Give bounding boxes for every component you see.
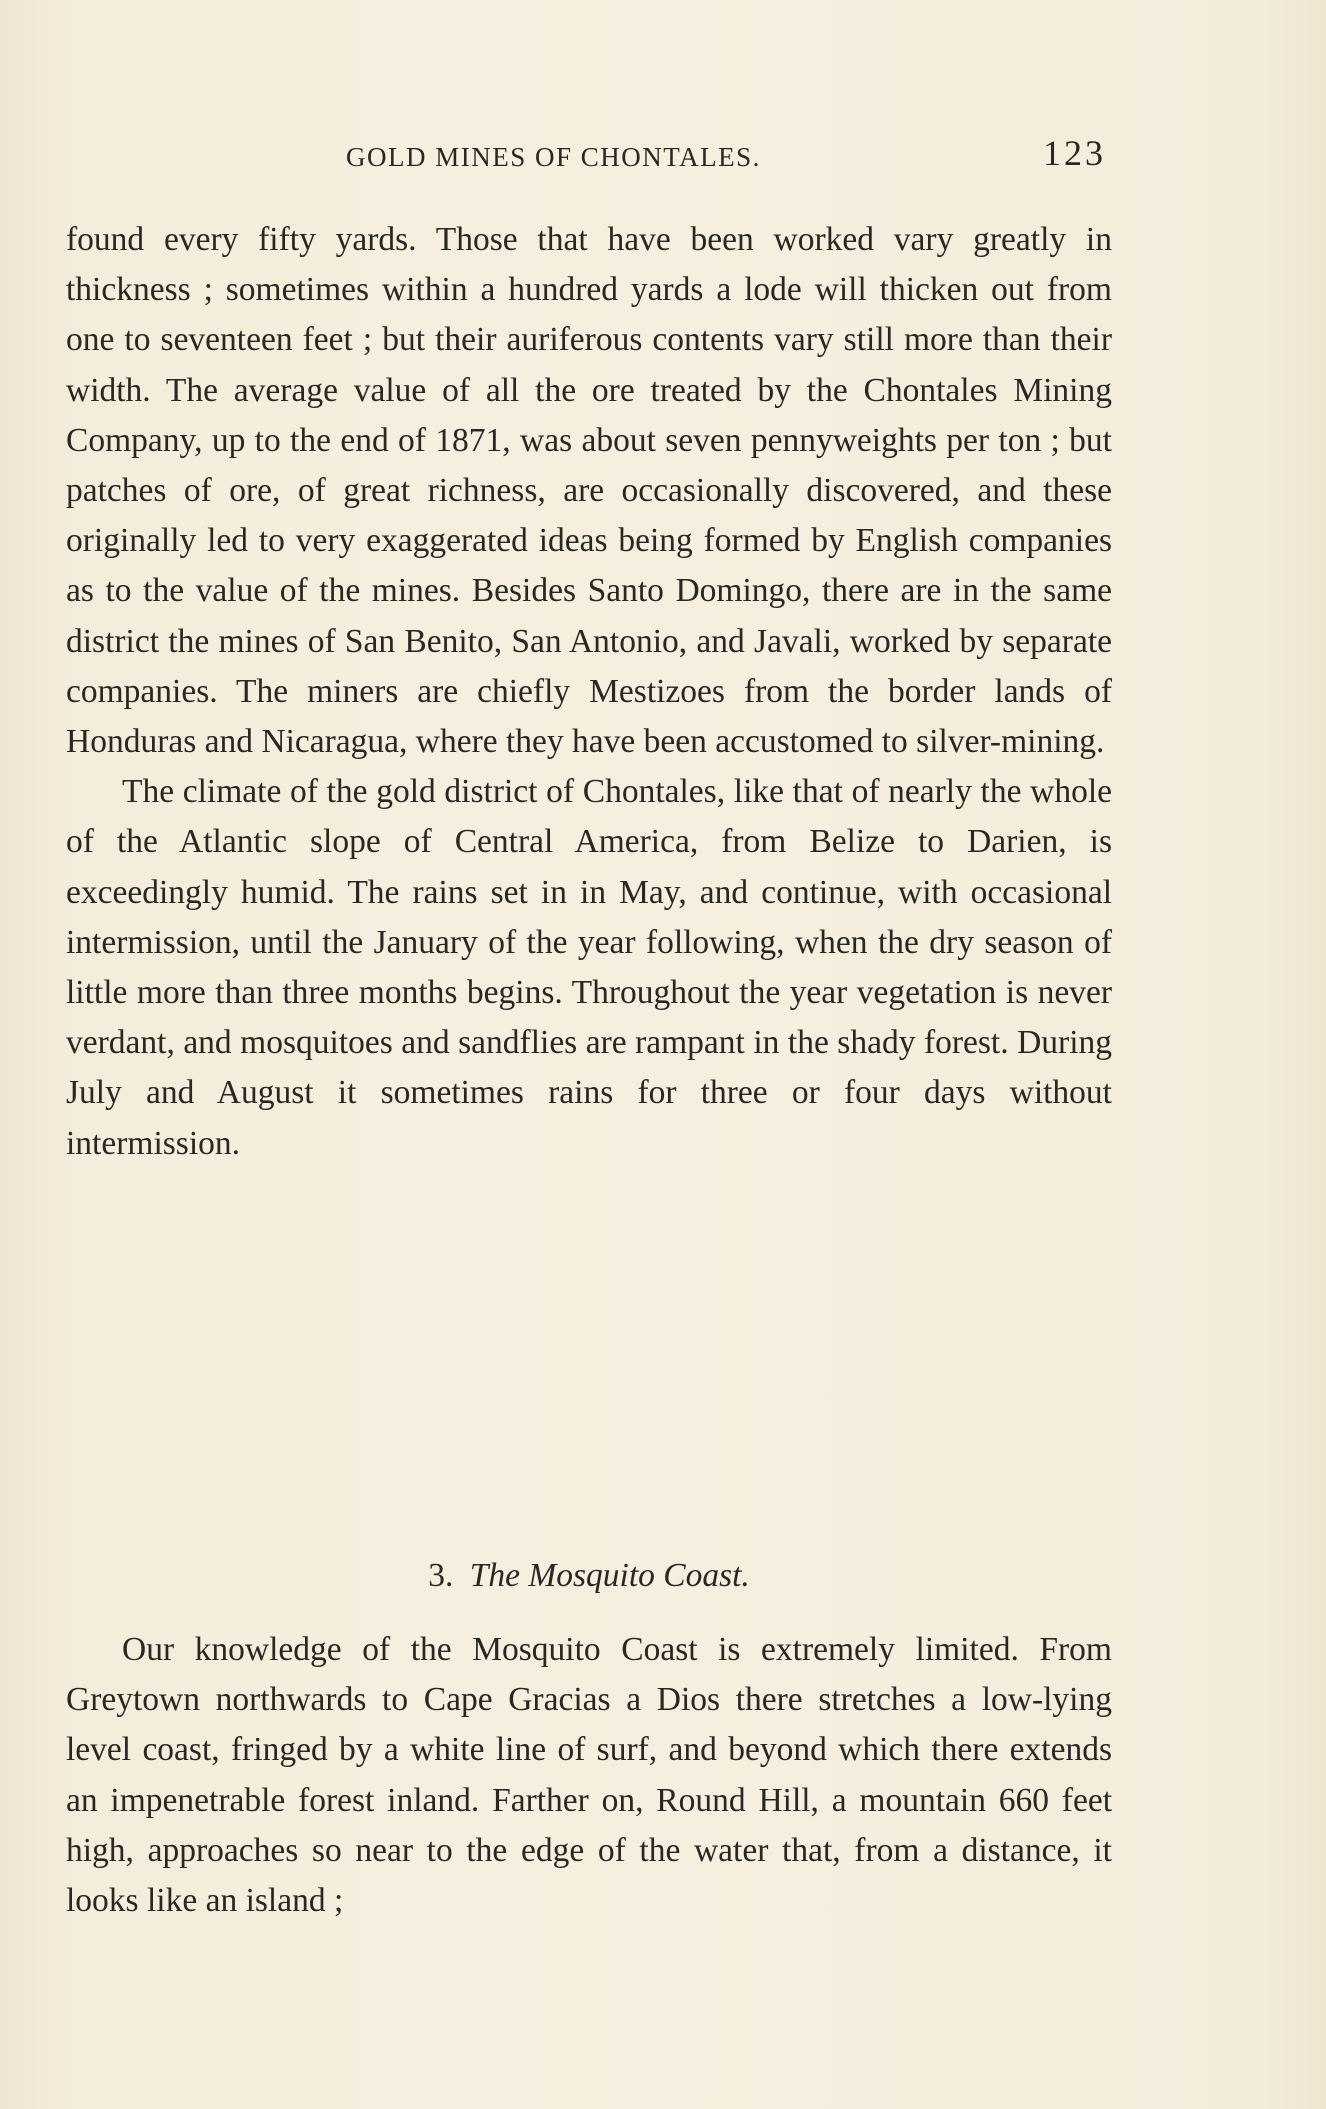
section-body-text	[66, 1625, 1112, 1926]
paragraph-climate: The climate of the gold district of Chontales, like that of nearly the whole of the Atlantic slope of Central America, from Belize to Darien, is exceedingly humid. The rains set in in May, and continue, with occasional intermission, until the January of the year following, when the dry season of little more than three months begins. Throughout the year vegetation is never verdant, and mosquitoes and sandflies are rampant in the shady forest. During July and August it sometimes rains for three or four days without intermission.	[66, 773, 1112, 1162]
running-head: GOLD MINES OF CHONTALES.	[346, 142, 761, 172]
section-number: 3.	[428, 1557, 454, 1594]
page-header	[66, 132, 1106, 182]
body-text	[66, 215, 1112, 1169]
paragraph-continued: found every fifty yards. Those that have been worked vary greatly in thickness ; sometimes within a hundred yards a lode will thicken out from one to seventeen feet ; but their auriferous contents vary still more than their width. The average value of all the ore treated by the Chontales Mining Company, up to the end of 1871, was about seven pennyweights per ton ; but patches of ore, of great richness, are occasionally discovered, and these originally led to very exaggerated ideas being formed by English companies as to the value of the mines. Besides Santo Domingo, there are in the same district the mines of San Benito, San Antonio, and Javali, worked by separate companies. The miners are chiefly Mestizoes from the border lands of Honduras and Nicaragua, where they have been accustomed to silver-mining.	[66, 221, 1112, 761]
section-title: The Mosquito Coast.	[469, 1557, 750, 1594]
section-heading	[66, 1557, 1112, 1595]
paragraph-mosquito-coast: Our knowledge of the Mosquito Coast is extremely limited. From Greytown northwards to Cape Gracias a Dios there stretches a low-lying level coast, fringed by a white line of surf, and beyond which there extends an impenetrable forest inland. Farther on, Round Hill, a mountain 660 feet high, approaches so near to the edge of the water that, from a distance, it looks like an island ;	[66, 1631, 1112, 1920]
page-number: 123	[1043, 133, 1106, 173]
